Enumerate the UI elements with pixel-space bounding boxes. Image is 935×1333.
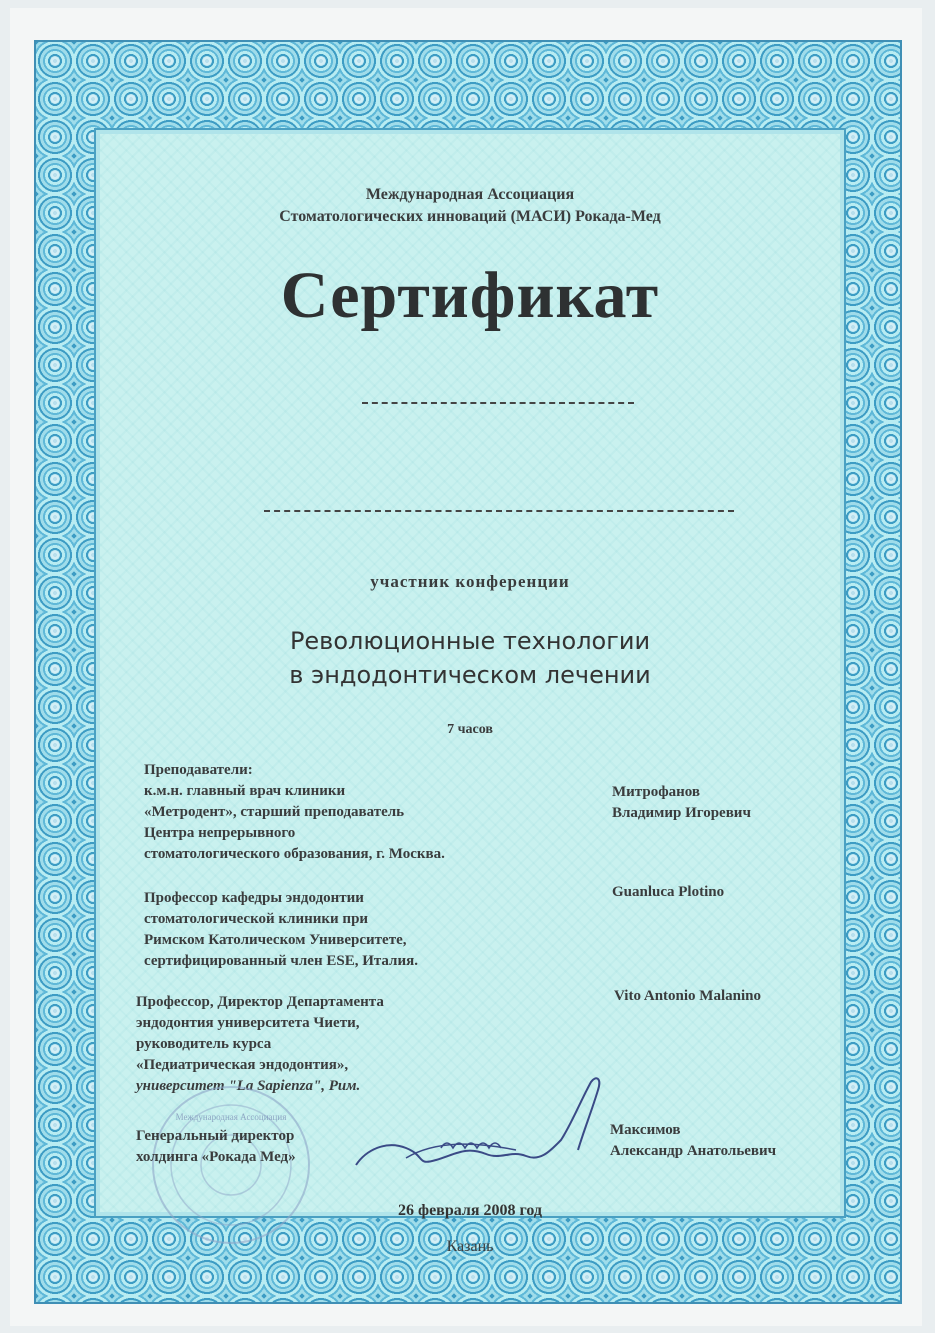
description-line: Центра непрерывного bbox=[144, 825, 296, 841]
organization-line-1: Международная Ассоциация bbox=[365, 186, 575, 203]
guilloche-border bbox=[34, 40, 902, 1304]
description-line: к.м.н. главный врач клиники bbox=[144, 783, 346, 799]
teacher-4-name bbox=[610, 1120, 776, 1162]
topic-line-2: в эндодонтическом лечении bbox=[289, 661, 651, 689]
description-line: Профессор, Директор Департамента bbox=[136, 994, 384, 1010]
teacher-2-name bbox=[612, 882, 724, 903]
name-line: Владимир Игоревич bbox=[612, 805, 751, 821]
name-line: Александр Анатольевич bbox=[610, 1143, 777, 1159]
description-line: университет "La Sapienza", Рим. bbox=[136, 1078, 361, 1094]
description-line: «Педиатрическая эндодонтия», bbox=[136, 1057, 349, 1073]
description-line: эндодонтия университета Чиети, bbox=[136, 1015, 360, 1031]
blank-line-second bbox=[264, 510, 734, 512]
certificate-city: Казань bbox=[446, 1238, 494, 1255]
name-line: Guanluca Plotino bbox=[612, 884, 725, 900]
certificate-body bbox=[94, 128, 846, 1255]
conference-topic bbox=[96, 624, 844, 692]
organization-name bbox=[96, 184, 844, 228]
description-line: холдинга «Рокада Мед» bbox=[136, 1149, 296, 1165]
hours-count: 7 часов bbox=[447, 722, 493, 737]
teacher-4-description bbox=[136, 1126, 296, 1168]
teacher-1-description bbox=[144, 760, 445, 865]
stamp-text: Международная Ассоциация bbox=[175, 1112, 287, 1122]
topic-line-1: Революционные технологии bbox=[289, 627, 651, 655]
teacher-3-name bbox=[614, 986, 761, 1007]
description-line: руководитель курса bbox=[136, 1036, 272, 1052]
name-line: Vito Antonio Malanino bbox=[614, 988, 761, 1004]
teachers-heading: Преподаватели: bbox=[144, 762, 253, 778]
blank-line-first bbox=[362, 402, 634, 404]
description-line: стоматологического образования, г. Москва. bbox=[144, 846, 445, 862]
description-line: «Метродент», старший преподаватель bbox=[144, 804, 405, 820]
description-line: Генеральный директор bbox=[136, 1128, 295, 1144]
teacher-2-description bbox=[144, 888, 418, 972]
name-line: Митрофанов bbox=[612, 784, 700, 800]
certificate-sheet bbox=[10, 8, 922, 1326]
name-line: Максимов bbox=[610, 1122, 681, 1138]
director-signature bbox=[346, 1070, 606, 1180]
description-line: сертифицированный член ESE, Италия. bbox=[144, 953, 418, 969]
teacher-1-name bbox=[612, 782, 751, 824]
organization-line-2: Стоматологических инноваций (МАСИ) Рокада-Мед bbox=[279, 208, 661, 225]
participant-role: участник конференции bbox=[370, 572, 570, 591]
certificate-title: Сертификат bbox=[280, 259, 660, 332]
description-line: Профессор кафедры эндодонтии bbox=[144, 890, 364, 906]
description-line: стоматологической клиники при bbox=[144, 911, 369, 927]
certificate-date: 26 февраля 2008 год bbox=[398, 1202, 542, 1219]
description-line: Римском Католическом Университете, bbox=[144, 932, 407, 948]
